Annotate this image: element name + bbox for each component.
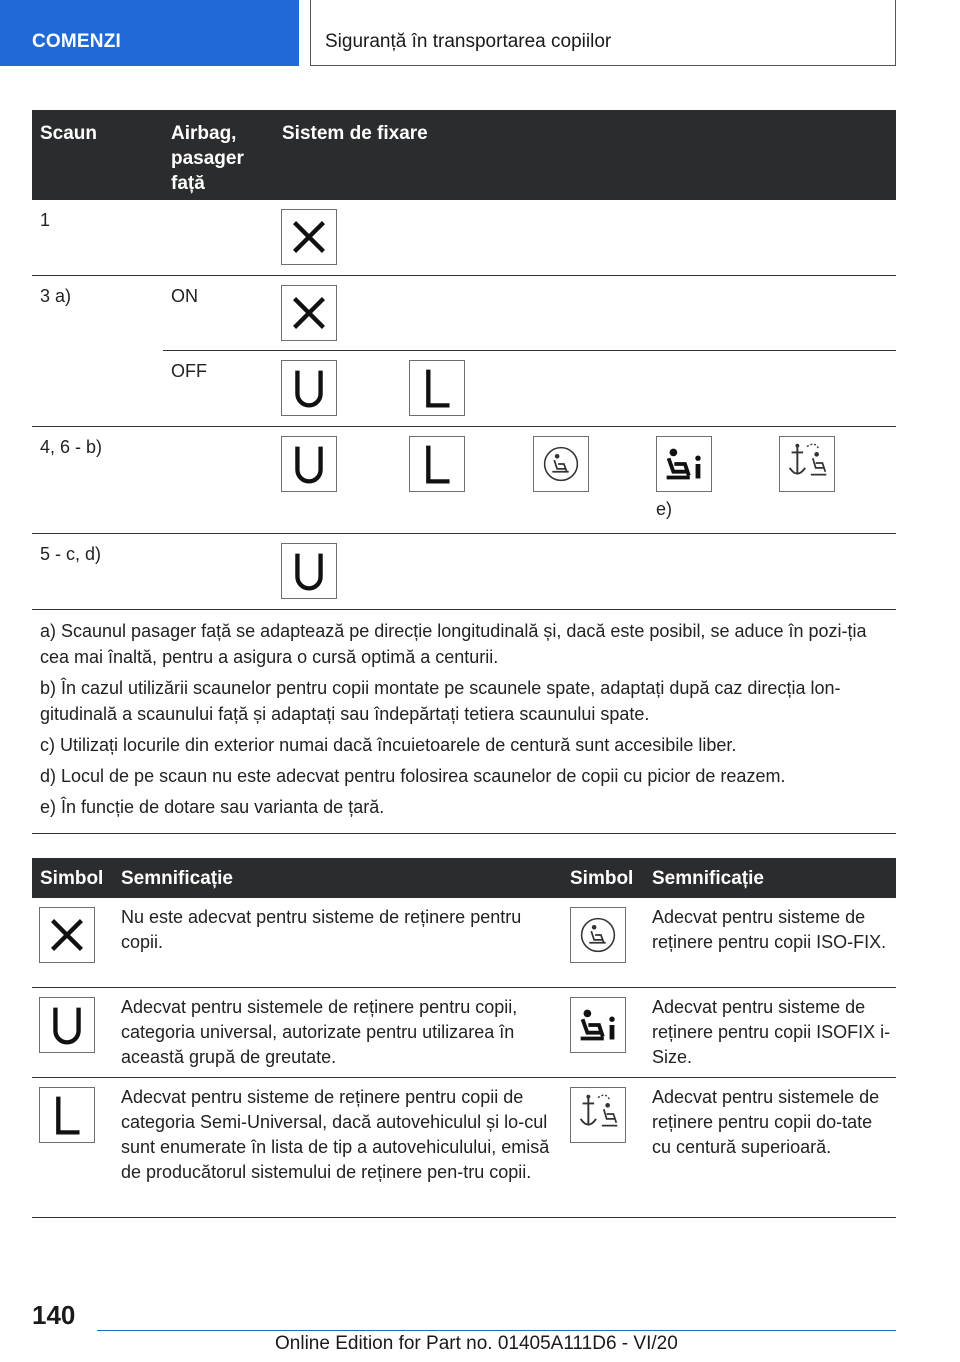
table-row xyxy=(32,351,896,427)
section-tab xyxy=(0,0,299,66)
page-title-box xyxy=(310,0,896,66)
airbag-state: OFF xyxy=(171,361,207,381)
table-header xyxy=(32,110,896,200)
airbag-state: ON xyxy=(171,286,198,306)
seat-label: 5 - c, d) xyxy=(40,544,102,564)
section-label: COMENZI xyxy=(32,31,122,52)
page-number: 140 xyxy=(32,1300,76,1330)
symbol-description: Adecvat pentru sistemele de reținere pentru copii do-tate cu centură superioară. xyxy=(652,1087,880,1157)
table-row xyxy=(32,427,896,534)
isofix-icon xyxy=(533,436,589,492)
page-title: Siguranță în transportarea copiilor xyxy=(325,31,612,52)
footnote: e) În funcție de dotare sau varianta de țară. xyxy=(40,797,385,817)
footnote: a) Scaunul pasager față se adaptează pe direcție longitudinală și, dacă este posibil, se aduce în pozi-ția cea mai înaltă, pentru a asigura o cursă optimă a centurii. xyxy=(40,621,867,667)
table-row xyxy=(32,988,896,1078)
footnote: c) Utilizați locurile din exterior numai dacă încuietoarele de centură sunt accesibile liber. xyxy=(40,735,737,755)
semi-universal-icon xyxy=(409,436,465,492)
seat-label: 1 xyxy=(40,210,51,230)
header-meaning: Semnificație xyxy=(121,868,233,889)
isofix-icon xyxy=(570,907,626,963)
symbol-description: Nu este adecvat pentru sisteme de reținere pentru copii. xyxy=(121,907,522,952)
table-row xyxy=(32,200,896,276)
universal-icon xyxy=(281,436,337,492)
not-suitable-icon xyxy=(39,907,95,963)
seat-label: 4, 6 - b) xyxy=(40,437,103,457)
seat-label: 3 a) xyxy=(40,286,72,306)
symbol-description: Adecvat pentru sisteme de reținere pentru copii ISO-FIX. xyxy=(652,907,887,952)
isofix-isize-icon xyxy=(656,436,712,492)
semi-universal-icon xyxy=(39,1087,95,1143)
symbol-description: Adecvat pentru sisteme de reținere pentru copii de categoria Semi-Universal, dacă autovehiculul și lo-cul sunt enumerate în lista de tip a autovehiculului, emisă de producătorul sistemului de reținere pen-tru copii. xyxy=(121,1087,550,1182)
semi-universal-icon xyxy=(409,360,465,416)
table-row xyxy=(32,276,896,351)
footer-divider xyxy=(97,1330,896,1331)
edition-text: Online Edition for Part no. 01405A111D6 - VI/20 xyxy=(275,1333,678,1354)
seat-suitability-table xyxy=(32,110,896,610)
footnote: b) În cazul utilizării scaunelor pentru copii montate pe scaunele spate, adaptați după caz direcția lon-gitudinală a scaunului față și adaptați sau îndepărtați tetiera scaunului spate. xyxy=(40,678,841,724)
top-tether-icon xyxy=(779,436,835,492)
table-row xyxy=(32,1078,896,1218)
header-symbol: Simbol xyxy=(570,868,634,889)
not-suitable-icon xyxy=(281,285,337,341)
footnote-ref: e) xyxy=(656,499,673,519)
header-system: Sistem de fixare xyxy=(282,123,428,144)
table-header xyxy=(32,858,896,898)
top-tether-icon xyxy=(570,1087,626,1143)
universal-icon xyxy=(39,997,95,1053)
header-meaning: Semnificație xyxy=(652,868,764,889)
table-row xyxy=(32,898,896,988)
header-symbol: Simbol xyxy=(40,868,104,889)
universal-icon xyxy=(281,360,337,416)
table-row xyxy=(32,534,896,610)
isofix-isize-icon xyxy=(570,997,626,1053)
symbol-description: Adecvat pentru sisteme de reținere pentru copii ISOFIX i-Size. xyxy=(652,997,891,1067)
symbol-description: Adecvat pentru sistemele de reținere pentru copii, categoria universal, autorizate pentru utilizarea în această grupă de greutate. xyxy=(121,997,518,1067)
footnote: d) Locul de pe scaun nu este adecvat pentru folosirea scaunelor de copii cu picior de reazem. xyxy=(40,766,786,786)
symbol-legend-table xyxy=(32,858,896,1218)
not-suitable-icon xyxy=(281,209,337,265)
footnotes xyxy=(32,612,896,834)
header-seat: Scaun xyxy=(40,123,98,144)
universal-icon xyxy=(281,543,337,599)
header-airbag: Airbag, pasager față xyxy=(171,123,244,194)
